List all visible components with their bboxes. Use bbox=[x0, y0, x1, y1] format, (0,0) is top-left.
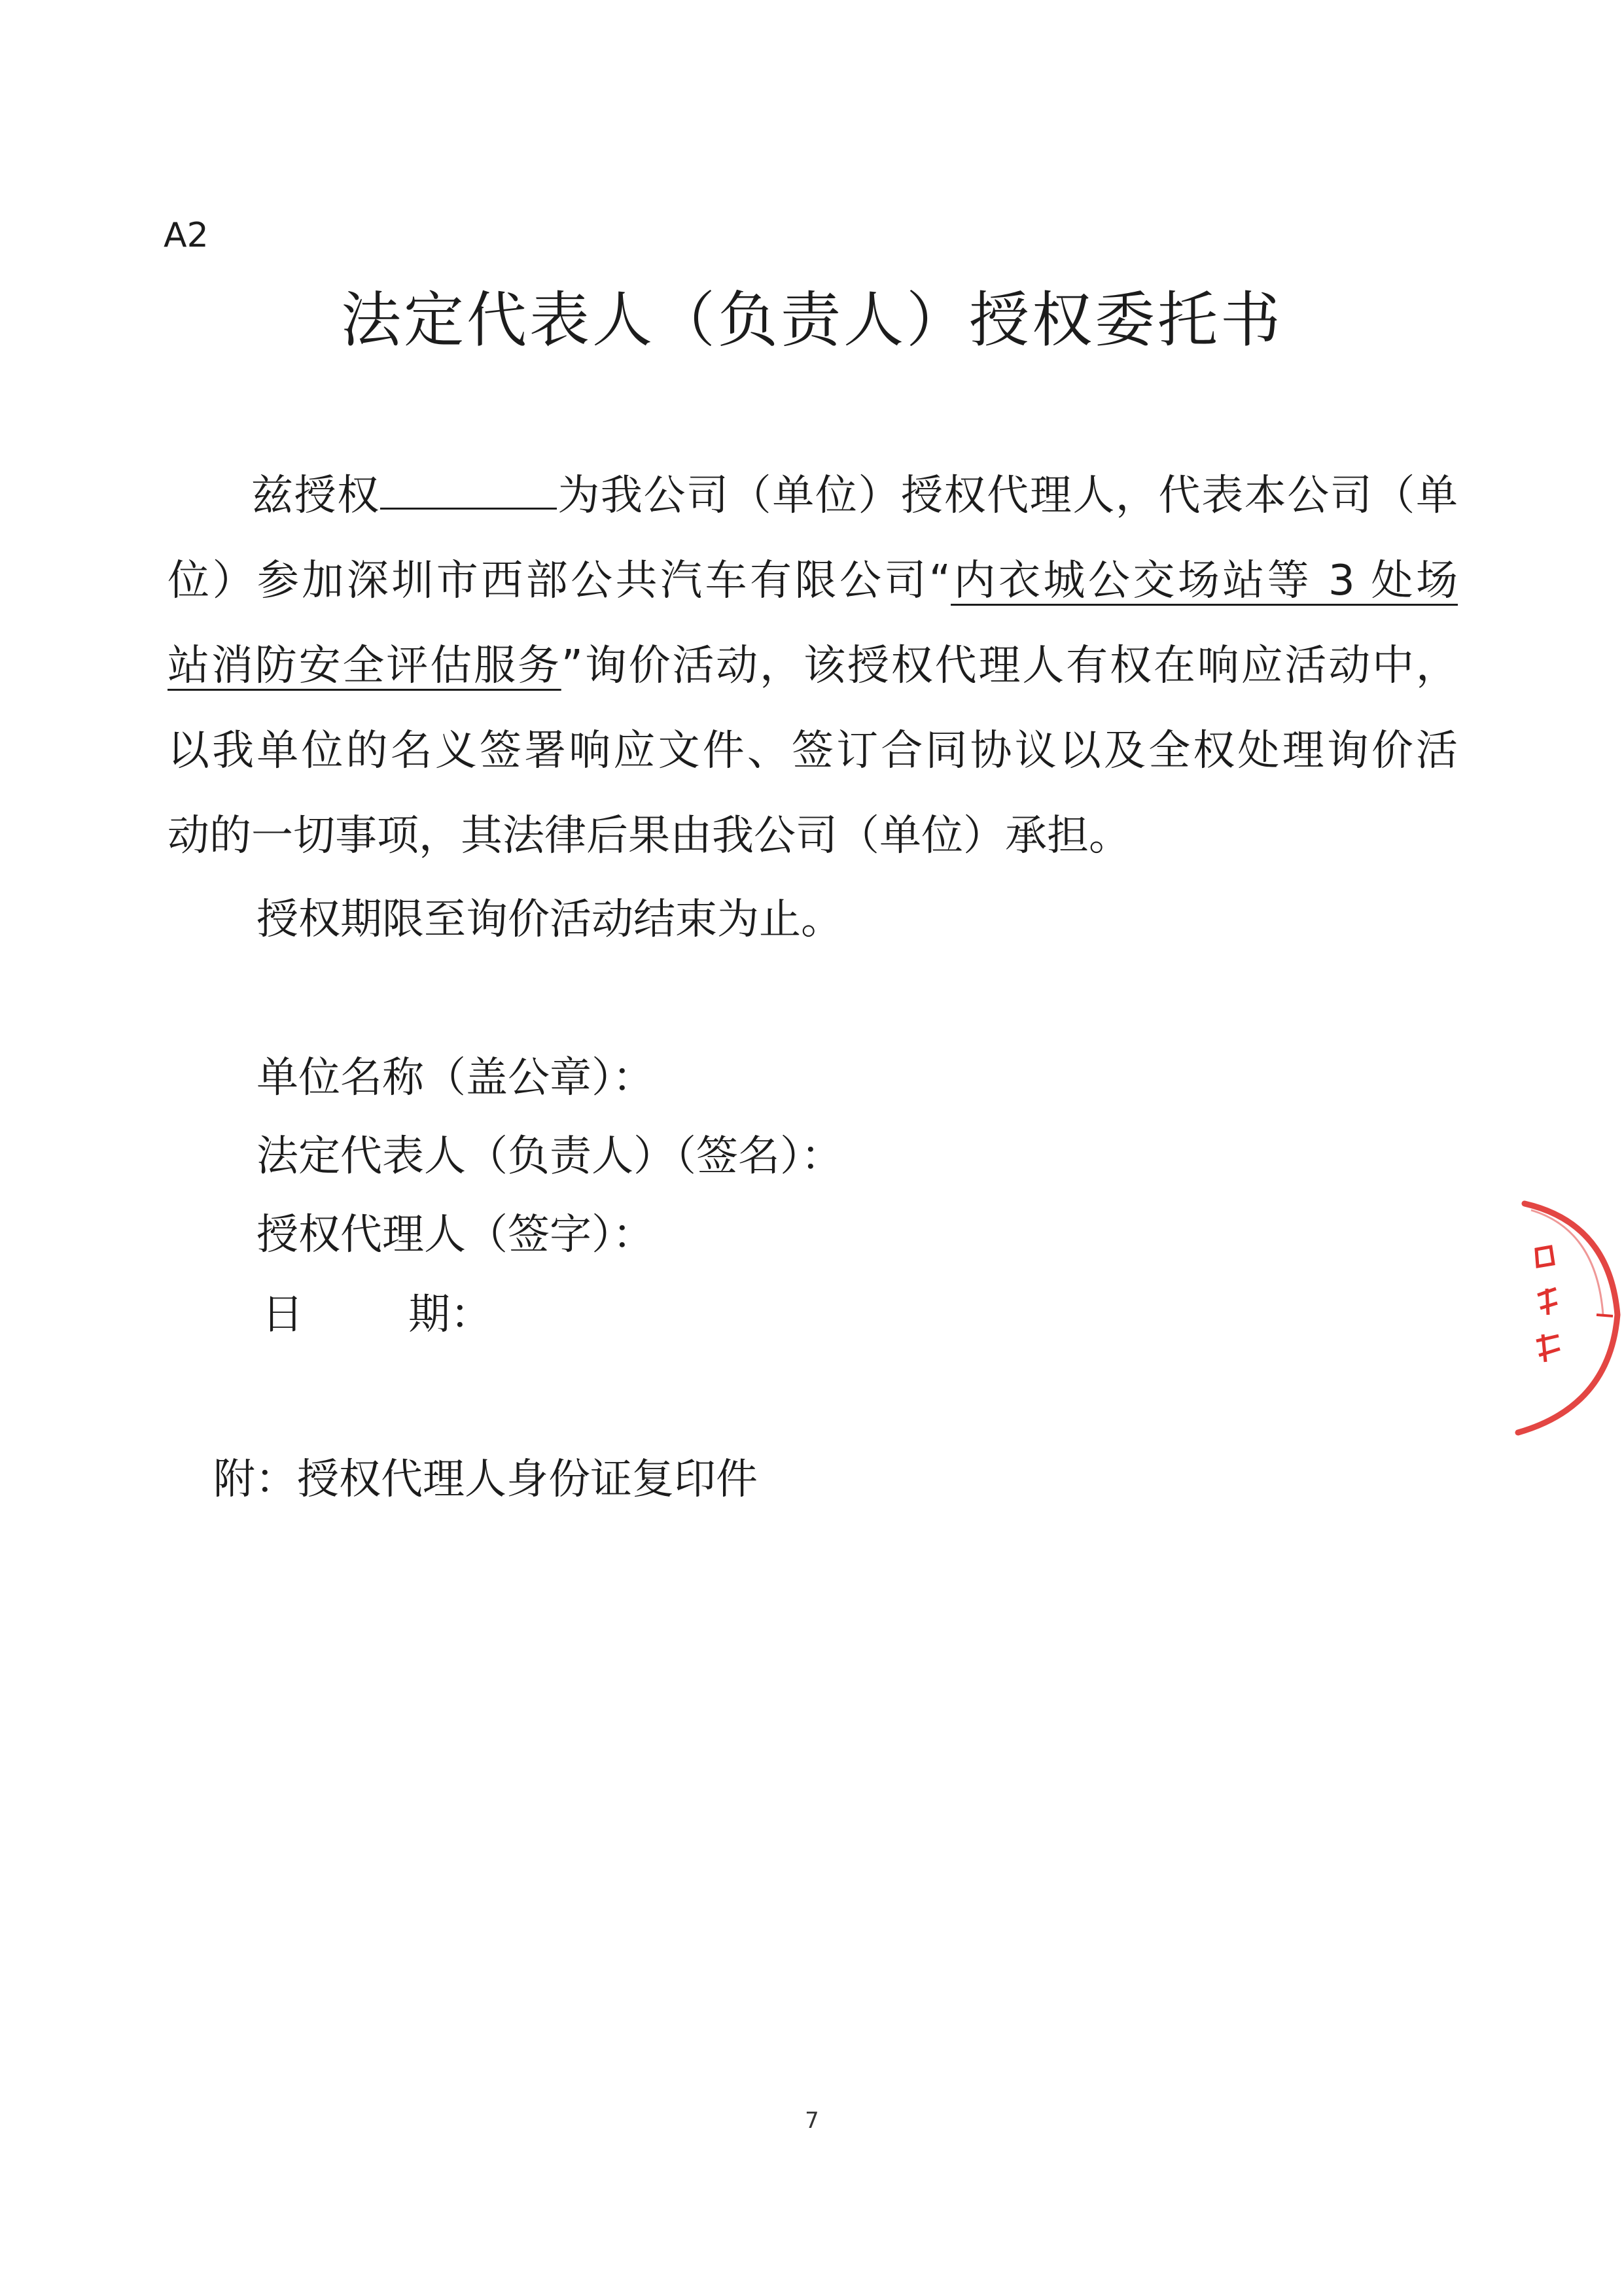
legal-representative-field: 法定代表人（负责人）（签名）： bbox=[256, 1132, 843, 1181]
company-name-field: 单位名称（盖公章）： bbox=[256, 1054, 654, 1102]
paragraph-1-line-1 bbox=[168, 470, 1458, 522]
page-number: 7 bbox=[805, 2108, 819, 2134]
document-title: 法定代表人（负责人）授权委托书 bbox=[340, 285, 1283, 355]
agent-name-blank bbox=[380, 470, 557, 510]
paragraph-1-line-3-text: ”询价活动，该授权代理人有权在响应活动中， bbox=[561, 642, 1458, 690]
paragraph-1-line-2 bbox=[168, 555, 1458, 607]
seal-glyph-3 bbox=[1536, 1334, 1560, 1362]
date-label-left: 日 bbox=[262, 1291, 304, 1339]
authorization-period: 授权期限至询价活动结束为止。 bbox=[256, 896, 843, 944]
partial-seal-stamp bbox=[1505, 1184, 1624, 1446]
paragraph-1-line-4: 以我单位的名义签署响应文件、签订合同协议以及全权处理询价活 bbox=[168, 727, 1458, 775]
attachment-note: 附：授权代理人身份证复印件 bbox=[213, 1455, 758, 1504]
seal-arc bbox=[1518, 1204, 1617, 1433]
date-field bbox=[262, 1289, 492, 1341]
page-label: A2 bbox=[164, 216, 209, 255]
paragraph-1-line-1-rest: 为我公司（单位）授权代理人，代表本公司（单 bbox=[556, 472, 1458, 520]
authorize-prefix: 兹授权 bbox=[251, 472, 380, 520]
paragraph-1-line-5: 动的一切事项，其法律后果由我公司（单位）承担。 bbox=[168, 812, 1131, 860]
paragraph-1-line-3 bbox=[168, 640, 1458, 692]
seal-glyph-1 bbox=[1536, 1247, 1553, 1266]
seal-glyph-2 bbox=[1538, 1289, 1557, 1315]
project-name-part-2: 站消防安全评估服务 bbox=[168, 642, 561, 690]
paragraph-1-line-2-text: 位）参加深圳市西部公共汽车有限公司“ bbox=[168, 557, 951, 605]
agent-signature-field: 授权代理人（签字）： bbox=[256, 1211, 654, 1259]
project-name-part-1: 内衣城公交场站等 3 处场 bbox=[951, 557, 1458, 605]
date-label-right: 期： bbox=[408, 1291, 492, 1339]
